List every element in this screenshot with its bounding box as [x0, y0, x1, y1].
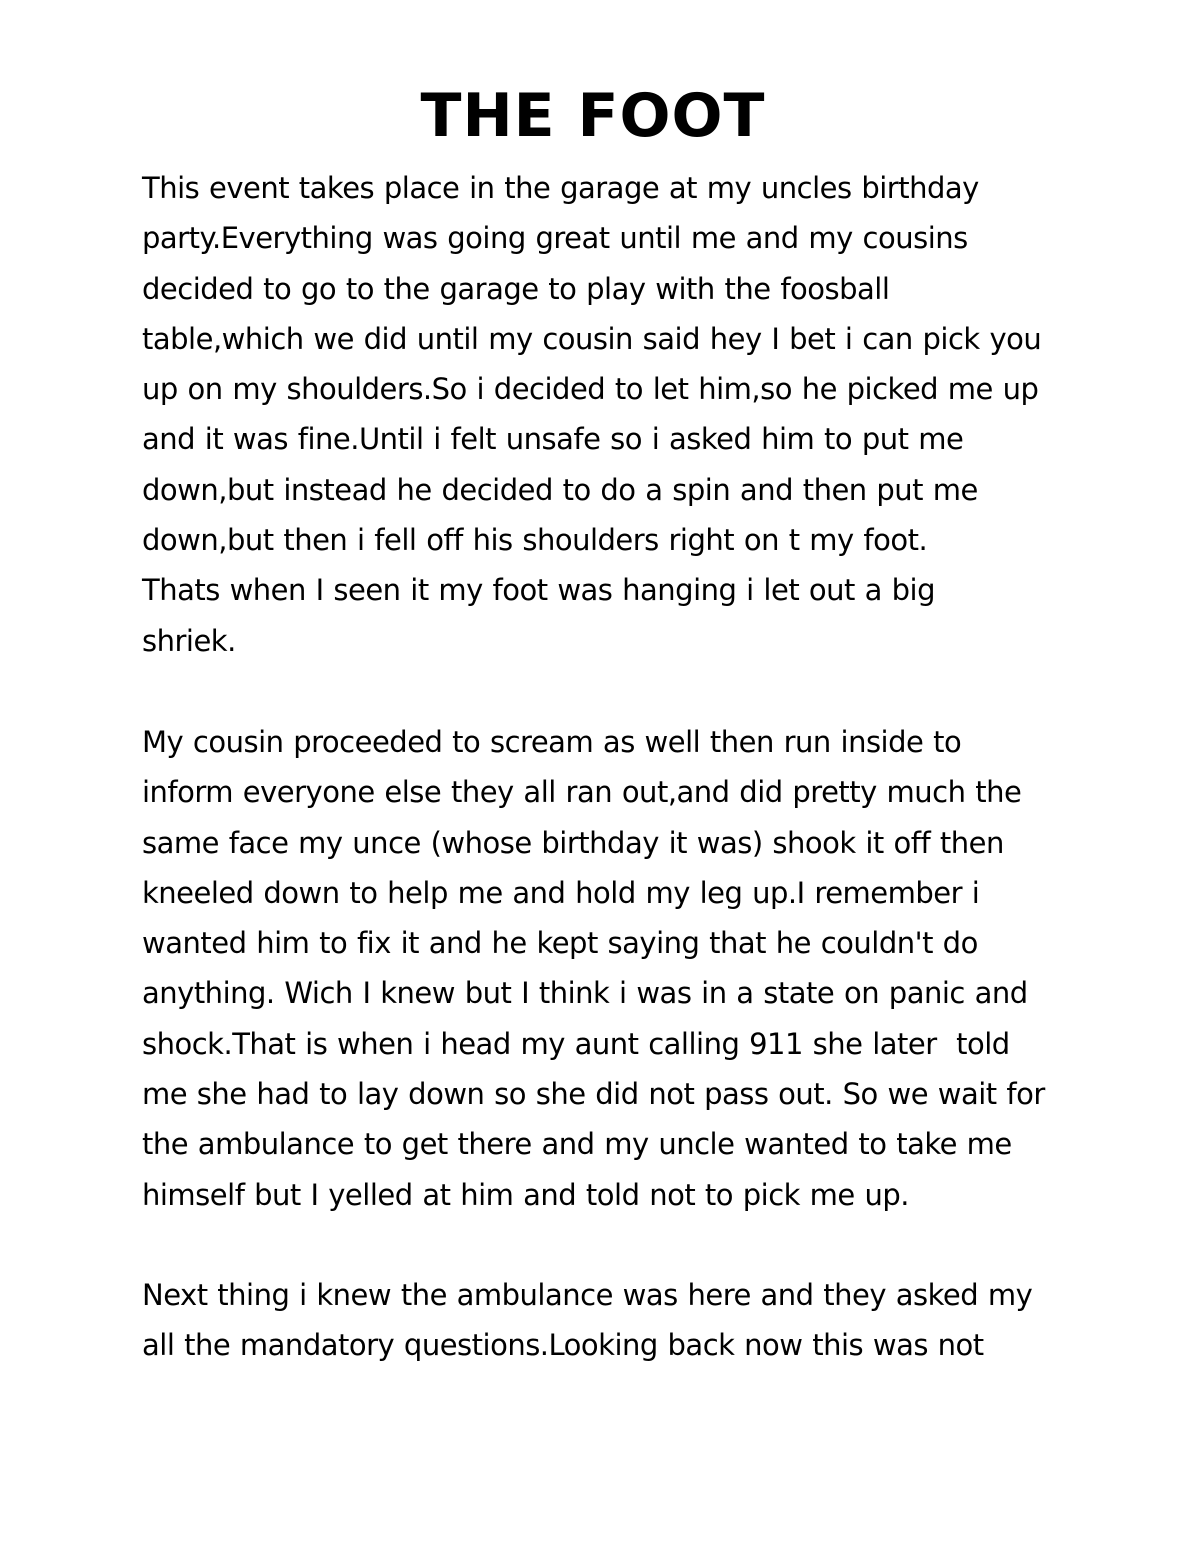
- paragraph-line: table,which we did until my cousin said hey I bet i can pick you: [142, 321, 1042, 356]
- paragraph-line: all the mandatory questions.Looking back now this was not: [142, 1328, 984, 1363]
- paragraph-line: anything. Wich I knew but I think i was in a state on panic and: [142, 976, 1028, 1011]
- paragraph-line: shriek.: [142, 623, 236, 658]
- paragraph-line: same face my unce (whose birthday it was) shook it off then: [142, 825, 1004, 860]
- paragraph-line: This event takes place in the garage at my uncles birthday: [142, 171, 979, 205]
- document-title: THE FOOT: [420, 81, 766, 151]
- paragraph-line: party.Everything was going great until me and my cousins: [142, 221, 968, 256]
- paragraph-2: [142, 717, 1072, 1220]
- paragraph-line: My cousin proceeded to scream as well then run inside to: [142, 725, 962, 759]
- paragraph-line: down,but then i fell off his shoulders right on t my foot.: [142, 523, 928, 558]
- paragraph-line: shock.That is when i head my aunt calling 911 she later told: [142, 1026, 1010, 1061]
- paragraph-line: up on my shoulders.So i decided to let him,so he picked me up: [142, 372, 1039, 407]
- paragraph-line: decided to go to the garage to play with the foosball: [142, 271, 890, 306]
- paragraph-line: down,but instead he decided to do a spin and then put me: [142, 472, 978, 507]
- paragraph-line: the ambulance to get there and my uncle wanted to take me: [142, 1127, 1012, 1162]
- paragraph-3: [142, 1270, 1072, 1371]
- paragraph-line: kneeled down to help me and hold my leg up.I remember i: [142, 875, 980, 910]
- paragraph-line: Next thing i knew the ambulance was here and they asked my: [142, 1278, 1033, 1312]
- paragraph-line: and it was fine.Until i felt unsafe so i asked him to put me: [142, 422, 964, 457]
- paragraph-line: inform everyone else they all ran out,and did pretty much the: [142, 775, 1022, 810]
- paragraph-line: me she had to lay down so she did not pass out. So we wait for: [142, 1077, 1045, 1112]
- paragraph-line: wanted him to fix it and he kept saying that he couldn't do: [142, 926, 978, 961]
- paragraph-line: Thats when I seen it my foot was hanging i let out a big: [142, 573, 935, 608]
- paragraph-1: [142, 163, 1072, 666]
- paragraph-line: himself but I yelled at him and told not to pick me up.: [142, 1177, 909, 1212]
